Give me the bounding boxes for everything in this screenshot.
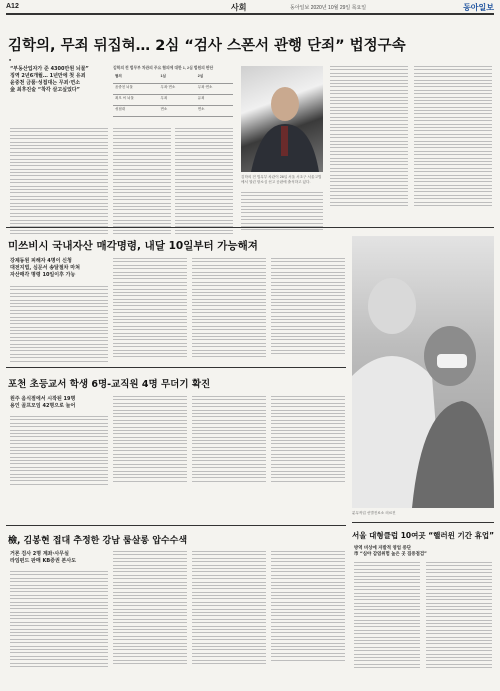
lead-body-col3	[175, 128, 233, 237]
table-row	[113, 73, 233, 84]
story2-body-col1	[10, 286, 108, 364]
lead-photo	[241, 66, 323, 172]
table-cell: 무죄·면소	[196, 84, 233, 95]
story3-subhead-1: 원주 음식점에서 시작된 19명	[10, 396, 76, 402]
lead-table-title: 김학의 전 법무부 차관의 주요 혐의에 대한 1, 2심 법원의 판단	[113, 66, 214, 70]
section-title: 사회	[231, 3, 247, 12]
lead-byline: ■	[9, 58, 12, 62]
lead-subhead-3: 윤중천 금품·성접대는 무죄·면소	[10, 80, 81, 86]
table-cell: 면소	[196, 106, 233, 117]
lead-body-col5	[330, 66, 408, 208]
lead-subhead-1: “부동산업자가 준 4300만원 뇌물”	[10, 66, 89, 72]
story5-subhead-2: 라임펀드 판매 KB증권 본사도	[10, 558, 77, 564]
table-row	[113, 84, 233, 95]
right-photo-caption: 분무작업 선별진료소 의료진	[352, 511, 396, 515]
story3-headline: 포천 초등교서 학생 6명-교직원 4명 무더기 확진	[8, 379, 211, 390]
issue-date: 동아일보 2020년 10월 29일 목요일	[290, 5, 367, 11]
story5-body-col4	[271, 551, 345, 663]
story2-body-col3	[192, 258, 266, 360]
story2-body-col2	[113, 258, 187, 360]
story3-body-col1	[10, 416, 108, 487]
section-divider-2	[6, 367, 346, 368]
story2-subhead-1: 강제동원 피해자 4명이 신청	[10, 258, 72, 264]
section-divider-3	[6, 525, 346, 526]
story5-body-col3	[192, 551, 266, 666]
story3-body-col4	[271, 396, 345, 484]
table-cell: 유죄	[196, 95, 233, 106]
lead-headline: 김학의, 무죄 뒤집혀… 2심 “검사 스폰서 관행 단죄” 법정구속	[8, 38, 406, 54]
table-cell: 1심	[159, 73, 196, 84]
lead-subhead-4: 金 최후진술 “착각 살고싶었다”	[10, 87, 80, 93]
story4-headline: 서울 대형클럽 10여곳 “핼러윈 기간 휴업”	[352, 531, 495, 540]
lead-table-block	[113, 66, 233, 117]
lead-body-col1	[10, 128, 108, 237]
header-rule	[6, 13, 494, 15]
section-divider-4	[352, 522, 494, 523]
lead-body-col6	[414, 66, 492, 208]
story5-body-col1	[10, 571, 108, 669]
story2-subheads	[10, 258, 110, 279]
story2-headline: 미쓰비시 국내자산 매각명령, 내달 10일부터 가능해져	[8, 240, 258, 252]
table-cell: 최모 씨 뇌물	[113, 95, 159, 106]
story3-body-col3	[192, 396, 266, 484]
story4-body-col1	[354, 562, 420, 671]
story2-subhead-2: 대전지법, 심문서 송달절차 마쳐	[10, 265, 80, 271]
table-cell: 윤중천 뇌물	[113, 84, 159, 95]
table-cell: 2심	[196, 73, 233, 84]
lead-table	[113, 73, 233, 117]
table-cell: 무죄·면소	[159, 84, 196, 95]
lead-subhead-2: 징역 2년6개월… 1년만에 첫 유죄	[10, 73, 86, 79]
newspaper-logo: 동아일보	[463, 3, 494, 12]
lead-photo-caption: 김학의 전 법무부 차관이 28일 서울 서초구 서울고법에서 열린 항소심 선고 공판에 출석하고 있다.	[241, 175, 322, 184]
story4-subhead-2: 市 “심야 감염위험 높은 곳 집중점검”	[354, 552, 427, 557]
story2-body-col4	[271, 258, 345, 356]
story5-subheads	[10, 551, 110, 565]
right-photo	[352, 236, 494, 508]
lead-subheads	[10, 66, 110, 94]
table-row	[113, 106, 233, 117]
story5-body-col2	[113, 551, 187, 666]
story4-subhead-1: 방역 비상에 자발적 영업 중단	[354, 546, 412, 551]
lead-body-col2	[113, 128, 171, 237]
right-photo-figures	[352, 236, 494, 508]
table-cell: 혐의	[113, 73, 159, 84]
story4-body-col2	[426, 562, 492, 671]
table-cell: 면소	[159, 106, 196, 117]
section-divider-1	[6, 227, 494, 228]
story3-subhead-2: 용인 골프모임 42명으로 늘어	[10, 403, 76, 409]
page-number: A12	[6, 3, 19, 10]
table-row	[113, 95, 233, 106]
table-cell: 무죄	[159, 95, 196, 106]
story5-subhead-1: 거론 검사 2명 계좌·사무실	[10, 551, 69, 557]
lead-photo-figure	[241, 66, 323, 172]
story5-headline: 檢, 김봉현 접대 추정한 강남 룸살롱 압수수색	[8, 536, 188, 546]
story4-subheads	[354, 546, 494, 558]
story2-subhead-3: 자산매각 명령 10일이후 가능	[10, 272, 76, 278]
page-header	[0, 0, 500, 14]
story3-body-col2	[113, 396, 187, 484]
story3-subheads	[10, 396, 110, 410]
table-cell: 성접대	[113, 106, 159, 117]
